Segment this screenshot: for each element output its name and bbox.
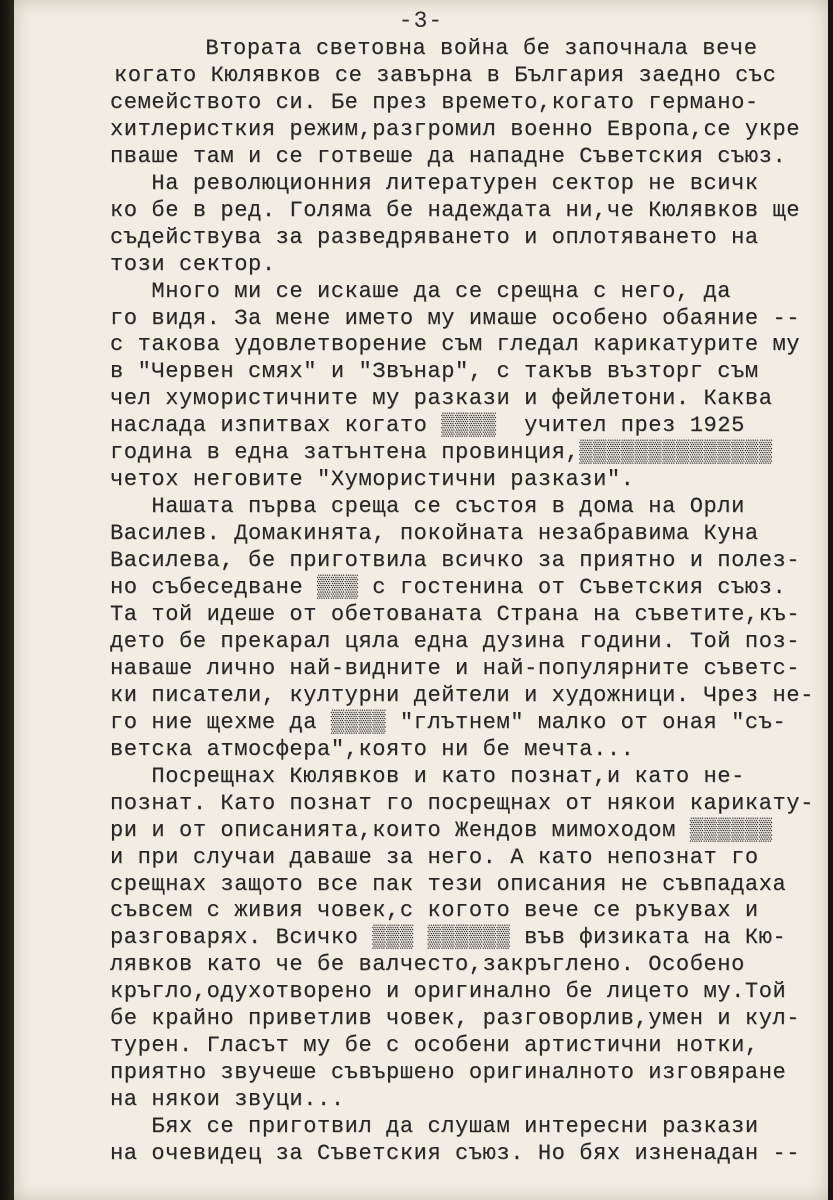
text-line: ри и от описанията,които Жендов мимоходом ▒▒▒▒▒▒ [110, 818, 773, 843]
text-line: чел хумористичните му разкази и фейлетони. Каква [110, 386, 773, 411]
text-line: Посрещнах Кюлявков и като познат,и като не- [110, 764, 745, 789]
text-line: срещнах защото все пак тези описания не съвпадаха [110, 872, 787, 897]
text-line: четох неговите "Хумористични разкази". [110, 467, 635, 492]
text-line: ки писатели, културни дейтели и художници. Чрез не- [110, 683, 814, 708]
scan-left-edge [0, 0, 14, 1200]
text-line: наваше лично най-видните и най-популярните съветс- [110, 656, 801, 681]
text-line: Нашата първа среща се състоя в дома на Орли [110, 494, 745, 519]
text-line: ко бе в ред. Голяма бе надеждата ни,че Кюлявков ще [110, 198, 801, 223]
text-line: с такова удовлетворение съм гледал карикатурите му [110, 332, 801, 357]
text-line: Много ми се искаше да се срещна с него, да [110, 279, 732, 304]
text-line: На революционния литературен сектор не всичк [110, 171, 759, 196]
text-line: в "Червен смях" и "Звънар", с такъв възторг съм [110, 359, 759, 384]
text-line: Та той идеше от обетованата Страна на съветите,къ- [110, 602, 801, 627]
text-line: семейството си. Бе през времето,когато германо- [110, 90, 759, 115]
text-line: Василев. Домакинята, покойната незабравима Куна [110, 521, 759, 546]
text-line: съдействува за разведряването и оплотяването на [110, 225, 759, 250]
page-number: -3- [398, 8, 444, 34]
text-line: познат. Като познат го посрещнах от някои карикату- [110, 791, 814, 816]
text-line: хитлеристкия режим,разгромил военно Европа,се укре [110, 117, 801, 142]
text-line: на очевидец за Съветския съюз. Но бях изненадан -- [110, 1141, 801, 1166]
text-line: лявков като че бе валчесто,закръглено. Особено [110, 952, 745, 977]
text-line: турен. Гласът му бе с особени артистични нотки, [110, 1033, 759, 1058]
text-line: наслада изпитвах когато ▒▒▒▒ учител през 1925 [110, 413, 745, 438]
text-line: на някои звуци... [110, 1087, 345, 1112]
text-line: разговарях. Всичко ▒▒▒ ▒▒▒▒▒▒ във физиката на Кю- [110, 925, 787, 950]
text-line: бе крайно приветлив човек, разговорлив,умен и кул- [110, 1006, 801, 1031]
text-line: приятно звучеше съвършено оригиналното изговяране [110, 1060, 787, 1085]
text-line: пваше там и се готвеше да нападне Съветския съюз. [110, 144, 787, 169]
text-line: Втората световна война бе започнала вече [164, 36, 758, 61]
text-line: този сектор. [110, 252, 276, 277]
text-line: го видя. За мене името му имаше особено обаяние -- [110, 306, 801, 331]
text-line: ветска атмосфера",която ни бе мечта... [110, 737, 635, 762]
text-line: Василева, бе приготвила всичко за приятно и полез- [110, 548, 801, 573]
text-line: дето бе прекарал цяла една дузина години. Той поз- [110, 629, 801, 654]
text-line: но събеседване ▒▒▒ с гостенина от Съветския съюз. [110, 575, 787, 600]
text-line: година в една затънтена провинция,▒▒▒▒▒▒▒▒▒▒▒▒▒▒ [110, 440, 773, 465]
text-line: съвсем с живия човек,с когото вече се ръкувах и [110, 898, 759, 923]
scan-right-edge [828, 0, 833, 1200]
text-line: го ние щехме да ▒▒▒▒ "глътнем" малко от оная "съ- [110, 710, 787, 735]
typewritten-page [14, 0, 828, 1200]
text-line: когато Кюлявков се завърна в България заедно със [114, 63, 777, 88]
text-line: кръгло,одухотворено и оригинално бе лицето му.Той [110, 979, 787, 1004]
text-line: Бях се приготвил да слушам интересни разкази [110, 1114, 759, 1139]
text-line: и при случаи даваше за него. А като непознат го [110, 845, 759, 870]
